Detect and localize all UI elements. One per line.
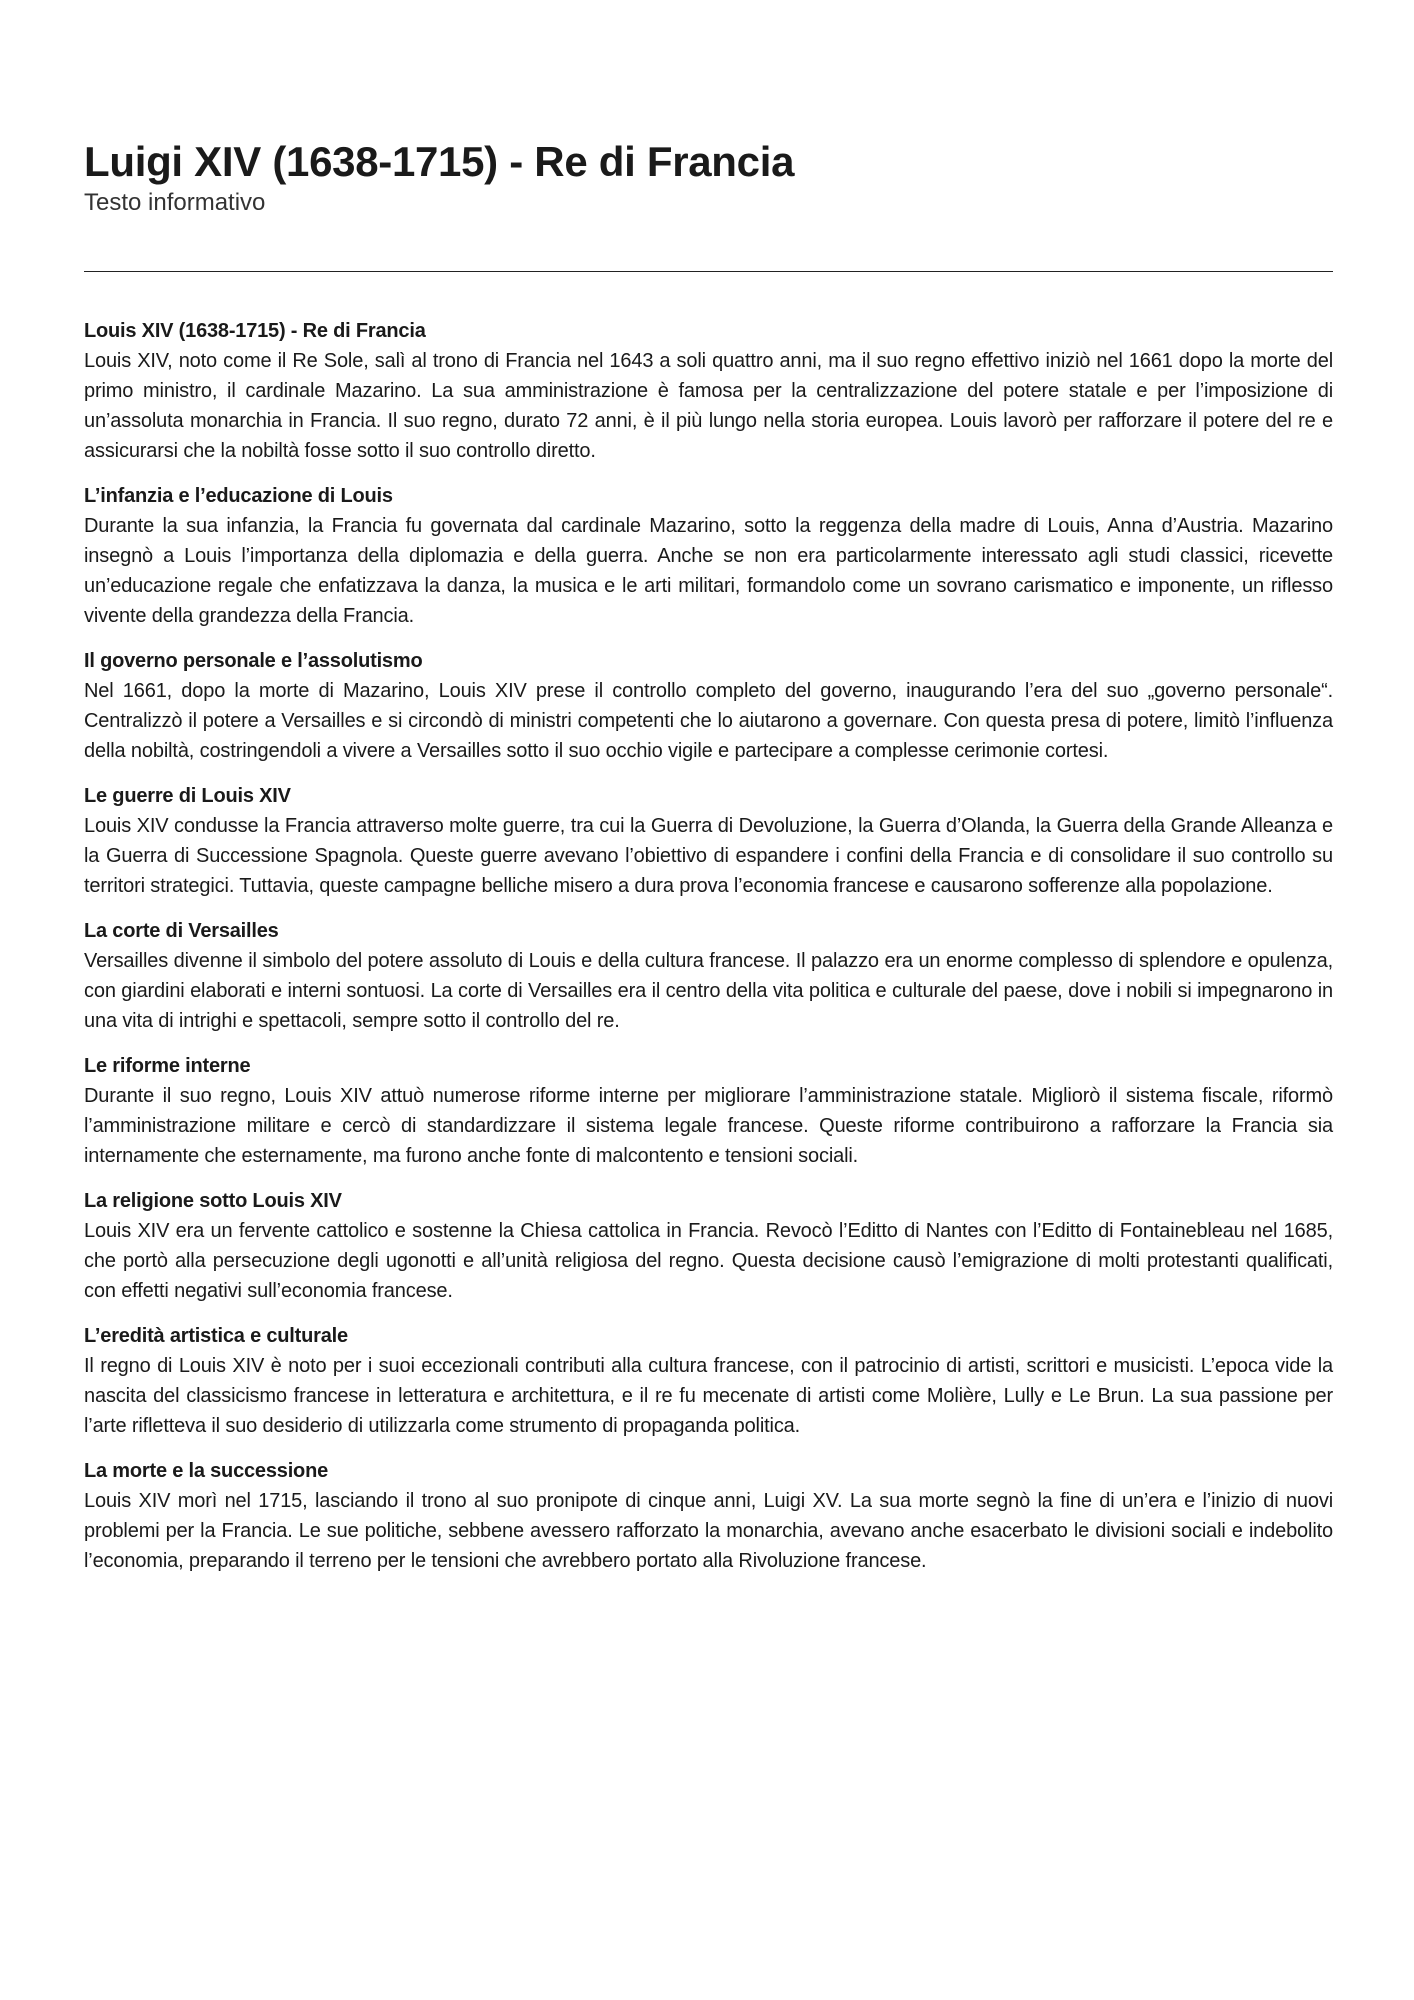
page-subtitle: Testo informativo bbox=[84, 189, 266, 216]
document-content bbox=[84, 316, 1333, 1591]
section-heading: L’infanzia e l’educazione di Louis bbox=[84, 485, 393, 507]
section-body: Louis XIV, noto come il Re Sole, salì al trono di Francia nel 1643 a soli quattro anni, ma il suo regno effettivo iniziò nel 1661 dopo la morte del primo ministro, il cardinale Mazarino. La sua amministrazione è famosa per la centralizzazione del potere statale e per l’imposizione di un’assoluta monarchia in Francia. Il suo regno, durato 72 anni, è il più lungo nella storia europea. Louis lavorò per rafforzare il potere del re e assicurarsi che la nobiltà fosse sotto il suo controllo diretto. bbox=[84, 350, 1333, 462]
section-body: Louis XIV morì nel 1715, lasciando il trono al suo pronipote di cinque anni, Luigi XV. La sua morte segnò la fine di un’era e l’inizio di nuovi problemi per la Francia. Le sue politiche, sebbene avessero rafforzato la monarchia, avevano anche esacerbato le divisioni sociali e indebolito l’economia, preparando il terreno per le tensioni che avrebbero portato alla Rivoluzione francese. bbox=[84, 1490, 1333, 1572]
section-culture bbox=[84, 1321, 1333, 1441]
section-body: Nel 1661, dopo la morte di Mazarino, Louis XIV prese il controllo completo del governo, inaugurando l’era del suo „governo personale“. Centralizzò il potere a Versailles e si circondò di ministri competenti che lo aiutarono a governare. Con questa presa di potere, limitò l’influenza della nobiltà, costringendoli a vivere a Versailles sotto il suo occhio vigile e partecipare a complesse cerimonie cortesi. bbox=[84, 680, 1333, 762]
section-heading: La morte e la successione bbox=[84, 1460, 329, 1482]
section-body: Durante il suo regno, Louis XIV attuò numerose riforme interne per migliorare l’amministrazione statale. Migliorò il sistema fiscale, riformò l’amministrazione militare e cercò di standardizzare il sistema legale francese. Queste riforme contribuirono a rafforzare la Francia sia internamente che esternamente, ma furono anche fonte di malcontento e tensioni sociali. bbox=[84, 1085, 1333, 1167]
section-intro bbox=[84, 316, 1333, 466]
section-heading: La religione sotto Louis XIV bbox=[84, 1190, 342, 1212]
section-reforms bbox=[84, 1051, 1333, 1171]
section-body: Versailles divenne il simbolo del potere assoluto di Louis e della cultura francese. Il palazzo era un enorme complesso di splendore e opulenza, con giardini elaborati e interni sontuosi. La corte di Versailles era il centro della vita politica e culturale del paese, dove i nobili si impegnarono in una vita di intrighi e spettacoli, sempre sotto il controllo del re. bbox=[84, 950, 1333, 1032]
section-heading: Il governo personale e l’assolutismo bbox=[84, 650, 423, 672]
section-absolutism bbox=[84, 646, 1333, 766]
section-versailles bbox=[84, 916, 1333, 1036]
section-heading: Louis XIV (1638-1715) - Re di Francia bbox=[84, 320, 426, 342]
section-wars bbox=[84, 781, 1333, 901]
section-body: Il regno di Louis XIV è noto per i suoi eccezionali contributi alla cultura francese, con il patrocinio di artisti, scrittori e musicisti. L’epoca vide la nascita del classicismo francese in letteratura e architettura, e il re fu mecenate di artisti come Molière, Lully e Le Brun. La sua passione per l’arte rifletteva il suo desiderio di utilizzarla come strumento di propaganda politica. bbox=[84, 1355, 1333, 1437]
section-heading: Le riforme interne bbox=[84, 1055, 251, 1077]
section-heading: L’eredità artistica e culturale bbox=[84, 1325, 348, 1347]
section-childhood bbox=[84, 481, 1333, 631]
section-body: Louis XIV era un fervente cattolico e sostenne la Chiesa cattolica in Francia. Revocò l’Editto di Nantes con l’Editto di Fontainebleau nel 1685, che portò alla persecuzione degli ugonotti e all’unità religiosa del regno. Questa decisione causò l’emigrazione di molti protestanti qualificati, con effetti negativi sull’economia francese. bbox=[84, 1220, 1333, 1302]
section-heading: La corte di Versailles bbox=[84, 920, 279, 942]
section-body: Durante la sua infanzia, la Francia fu governata dal cardinale Mazarino, sotto la reggenza della madre di Louis, Anna d’Austria. Mazarino insegnò a Louis l’importanza della diplomazia e della guerra. Anche se non era particolarmente interessato agli studi classici, ricevette un’educazione regale che enfatizzava la danza, la musica e le arti militari, formandolo come un sovrano carismatico e imponente, un riflesso vivente della grandezza della Francia. bbox=[84, 515, 1333, 627]
page-title: Luigi XIV (1638-1715) - Re di Francia bbox=[84, 138, 795, 185]
section-heading: Le guerre di Louis XIV bbox=[84, 785, 291, 807]
title-divider bbox=[84, 271, 1333, 272]
section-succession bbox=[84, 1456, 1333, 1576]
section-body: Louis XIV condusse la Francia attraverso molte guerre, tra cui la Guerra di Devoluzione, la Guerra d’Olanda, la Guerra della Grande Alleanza e la Guerra di Successione Spagnola. Queste guerre avevano l’obiettivo di espandere i confini della Francia e di consolidare il suo controllo su territori strategici. Tuttavia, queste campagne belliche misero a dura prova l’economia francese e causarono sofferenze alla popolazione. bbox=[84, 815, 1333, 897]
section-religion bbox=[84, 1186, 1333, 1306]
